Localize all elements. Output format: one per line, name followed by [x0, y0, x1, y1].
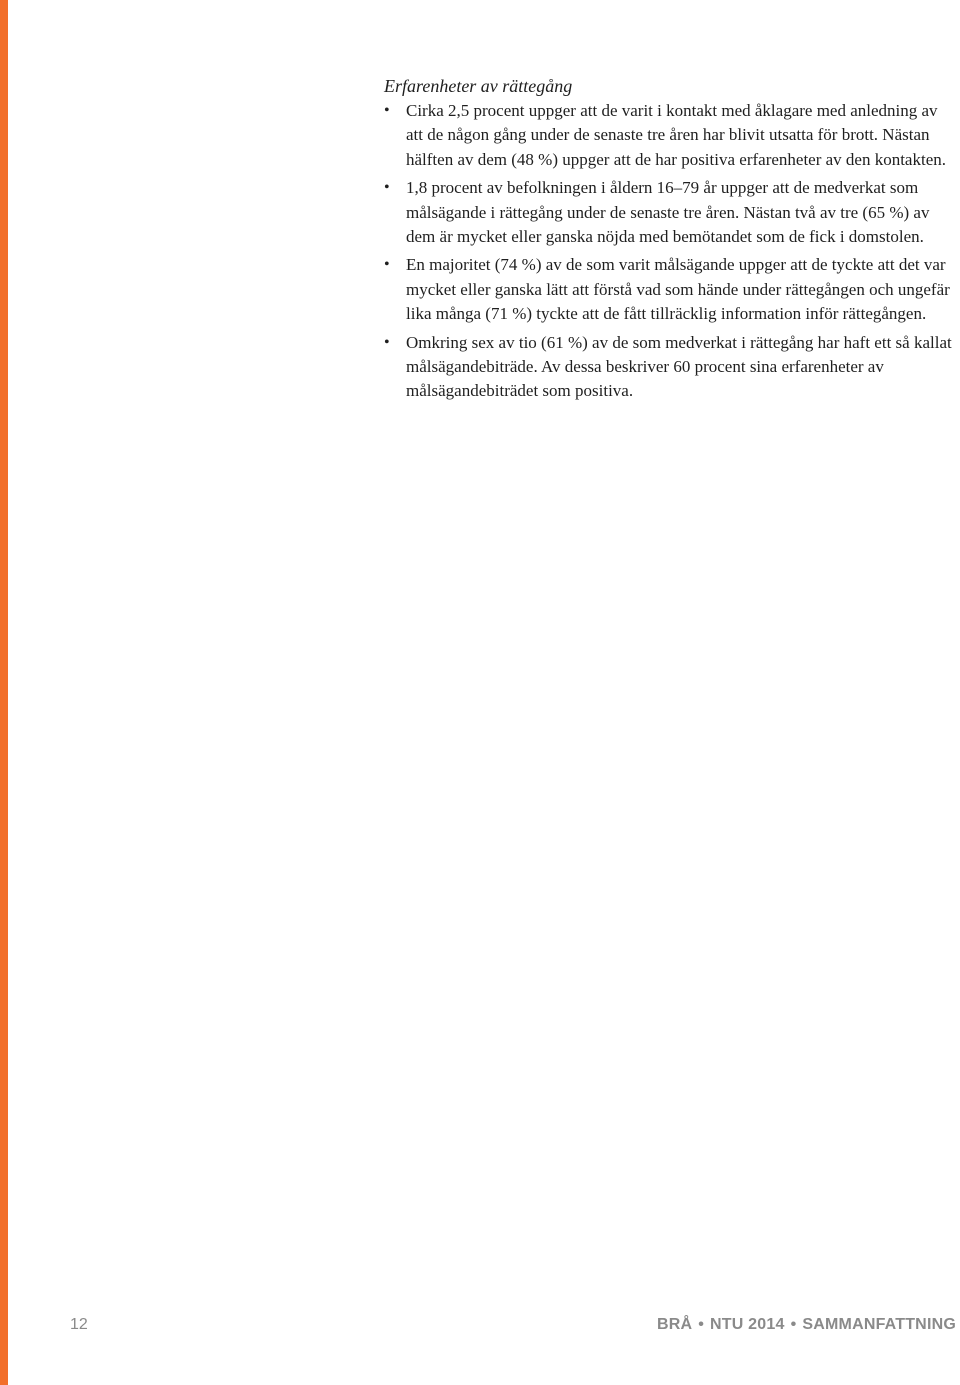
list-item — [384, 331, 956, 404]
bullet-list — [384, 99, 956, 404]
footer-series: NTU 2014 — [710, 1316, 785, 1333]
footer-title — [657, 1316, 956, 1334]
list-item — [384, 176, 956, 249]
bullet-text: Omkring sex av tio (61 %) av de som medverkat i rättegång har haft ett så kallat målsägandebiträde. Av dessa beskriver 60 procent sina erfarenheter av målsägandebiträdet som positiva. — [406, 332, 952, 401]
list-item — [384, 99, 956, 172]
footer-separator: • — [790, 1316, 797, 1333]
bullet-icon: • — [384, 102, 390, 119]
main-content — [384, 74, 956, 408]
page-number: 12 — [70, 1316, 88, 1333]
bullet-icon: • — [384, 179, 390, 197]
accent-bar — [0, 0, 8, 1385]
bullet-text: Cirka 2,5 procent uppger att de varit i kontakt med åklagare med anledning av att de någon gång under de senaste tre åren har blivit utsatta för brott. Nästan hälften av dem (48 %) uppger att de har positiva erfarenheter av den kontakten. — [406, 101, 946, 169]
footer-publisher: BRÅ — [656, 1316, 693, 1333]
bullet-text: 1,8 procent av befolkningen i åldern 16–79 år uppger att de medverkat som målsägande i rättegång under de senaste tre åren. Nästan två av tre (65 %) av dem är mycket eller ganska nöjda med bemötandet som de fick i domstolen. — [406, 178, 930, 247]
bullet-text: En majoritet (74 %) av de som varit målsägande uppger att de tyckte att det var mycket eller ganska lätt att förstå vad som hände under rättegången och ungefär lika många (71 %) tyckte att de fått tillräcklig information inför rättegången. — [406, 255, 950, 324]
bullet-icon: • — [384, 256, 390, 274]
bullet-icon: • — [384, 333, 390, 351]
footer-document-title: SAMMANFATTNING — [802, 1316, 956, 1333]
footer-separator: • — [698, 1316, 705, 1333]
list-item — [384, 253, 956, 326]
section-heading: Erfarenheter av rättegång — [384, 76, 573, 96]
